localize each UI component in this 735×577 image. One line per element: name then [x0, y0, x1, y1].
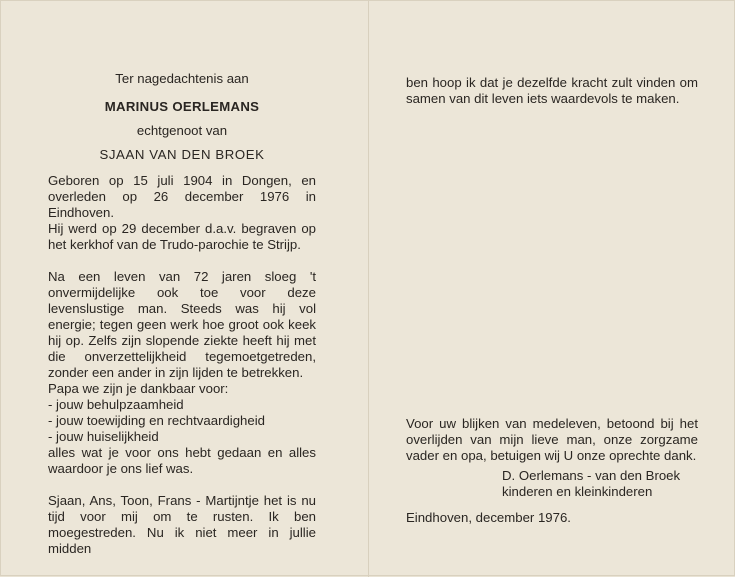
signature-relatives: kinderen en kleinkinderen	[502, 484, 653, 499]
list-item: - jouw behulpzaamheid	[48, 397, 184, 412]
birth-death-text: Geboren op 15 juli 1904 in Dongen, en overleden op 26 december 1976 in Eindhoven.	[48, 173, 316, 220]
life-text: Na een leven van 72 jaren sloeg 't onvermijdelijke ook toe voor deze levenslustige man. Steeds was hij vol energie; tegen geen werk hoe groot ook keek hij op. Zelfs zijn slopende ziekte heeft hij met die onverzettelijkheid tegemoetgetreden, zonder een ander in zijn lijden te betrekken.	[48, 269, 316, 380]
fold-line	[368, 1, 369, 577]
deceased-name: MARINUS OERLEMANS	[104, 99, 260, 114]
list-item: - jouw toewijding en rechtvaardigheid	[48, 413, 265, 428]
continuation-text: ben hoop ik dat je dezelfde kracht zult vinden om samen van dit leven iets waardevols te maken.	[406, 75, 698, 106]
gratitude-text: Voor uw blijken van medeleven, betoond bij het overlijden van mijn lieve man, onze zorgzame vader en opa, betuigen wij U onze oprechte dank.	[406, 416, 698, 463]
signature-family-name: D. Oerlemans - van den Broek	[502, 468, 681, 483]
farewell-text: Sjaan, Ans, Toon, Frans - Martijntje het is nu tijd voor mij om te rusten. Ik ben moegestreden. Nu ik niet meer in jullie midden	[48, 493, 316, 556]
place-date: Eindhoven, december 1976.	[406, 510, 571, 525]
list-item: - jouw huiselijkheid	[48, 429, 159, 444]
right-page	[406, 75, 698, 107]
in-memory-heading: Ter nagedachtenis aan	[115, 71, 249, 86]
spouse-name: SJAAN VAN DEN BROEK	[99, 147, 265, 162]
thanks-outro: alles wat je voor ons hebt gedaan en alles waardoor je ons lief was.	[48, 445, 316, 476]
thanks-list	[48, 397, 316, 445]
left-page	[48, 71, 316, 557]
thanks-intro: Papa we zijn je dankbaar voor:	[48, 381, 229, 396]
spouse-of-label: echtgenoot van	[136, 123, 228, 138]
burial-text: Hij werd op 29 december d.a.v. begraven op het kerkhof van de Trudo-parochie te Strijp.	[48, 221, 316, 252]
closing-block	[406, 416, 698, 526]
